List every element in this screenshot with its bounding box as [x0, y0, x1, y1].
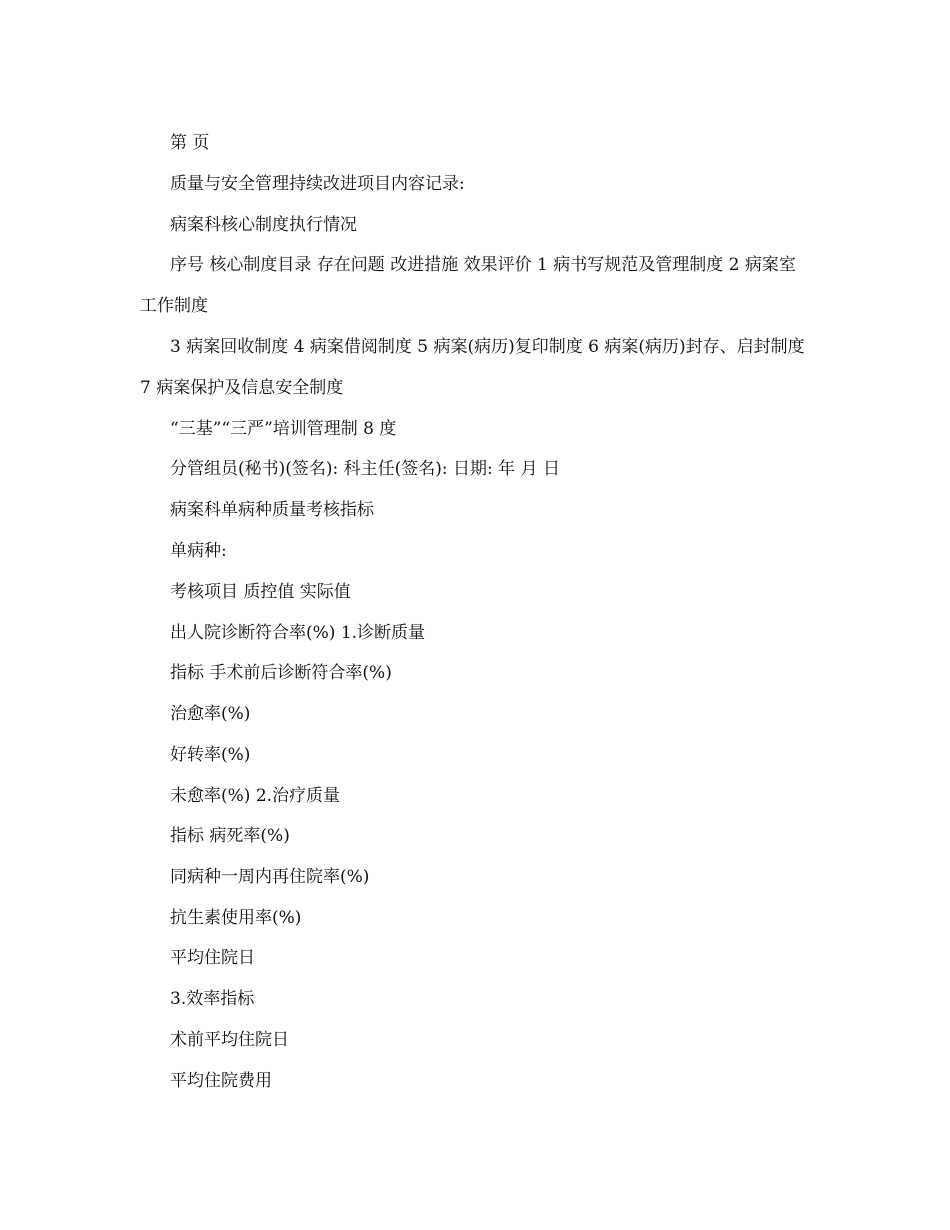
indicator-row: 好转率(%) — [170, 745, 251, 765]
indicator-row: 平均住院费用 — [170, 1071, 272, 1091]
indicator-row: 治愈率(%) — [170, 704, 251, 724]
indicator-row: 平均住院日 — [170, 948, 255, 968]
indicator-row: 3.效率指标 — [170, 989, 255, 1009]
indicator-row: 同病种一周内再住院率(%) — [170, 867, 370, 887]
indicator-row: 指标 病死率(%) — [170, 826, 290, 846]
single-disease-label: 单病种: — [170, 541, 227, 561]
core-system-table-text-1: 序号 核心制度目录 存在问题 改进措施 效果评价 1 病书写规范及管理制度 2 病案室工作制度 — [140, 255, 796, 316]
section-title-core-system: 病案科核心制度执行情况 — [170, 215, 357, 235]
indicator-row: 指标 手术前后诊断符合率(%) — [170, 663, 392, 683]
indicator-table-header: 考核项目 质控值 实际值 — [170, 582, 351, 602]
page-number-line: 第 页 — [170, 133, 210, 153]
indicator-row: 出人院诊断符合率(%) 1.诊断质量 — [170, 623, 426, 643]
indicator-row: 抗生素使用率(%) — [170, 908, 302, 928]
indicator-row: 未愈率(%) 2.治疗质量 — [170, 786, 341, 806]
record-heading: 质量与安全管理持续改进项目内容记录: — [170, 174, 465, 194]
core-system-table-text-3: “三基”“三严”培训管理制 8 度 — [170, 419, 397, 439]
core-system-table-text-2: 3 病案回收制度 4 病案借阅制度 5 病案(病历)复印制度 6 病案(病历)封存、启封制度 7 病案保护及信息安全制度 — [140, 337, 805, 398]
section-title-single-disease: 病案科单病种质量考核指标 — [170, 500, 374, 520]
signature-line: 分管组员(秘书)(签名): 科主任(签名): 日期: 年 月 日 — [170, 459, 560, 479]
indicator-row: 术前平均住院日 — [170, 1030, 289, 1050]
